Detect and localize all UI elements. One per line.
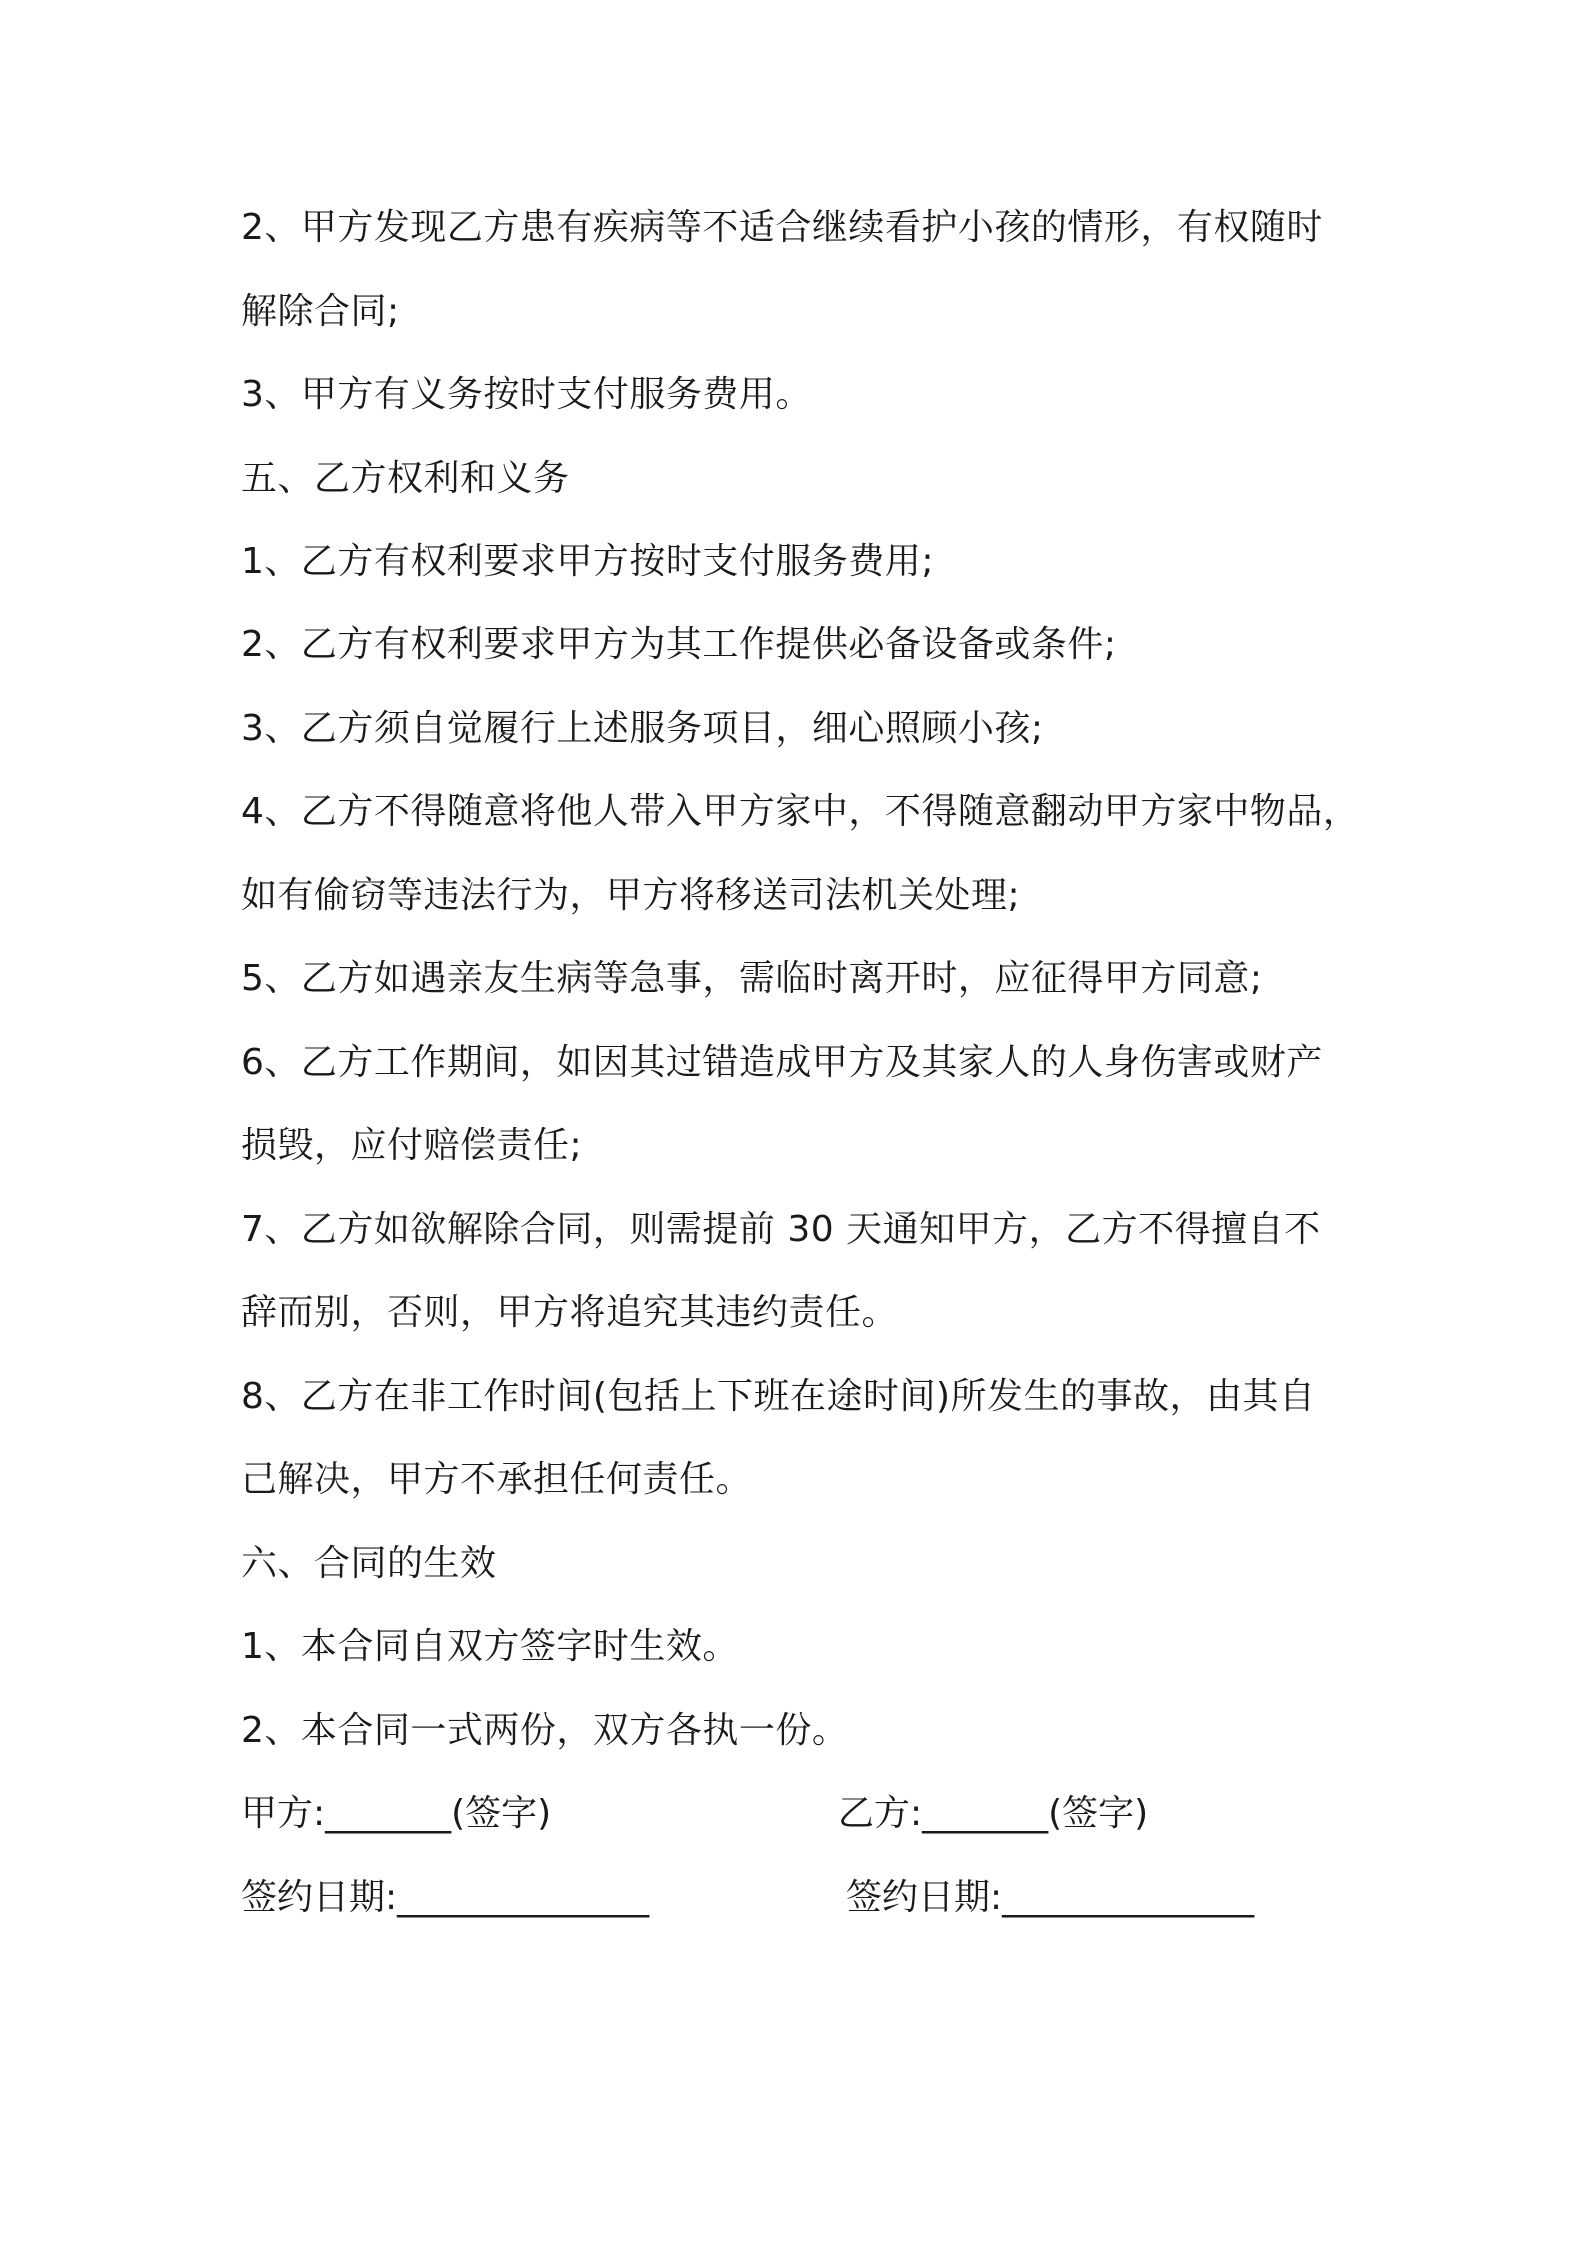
clause-line: 1、本合同自双方签字时生效。 — [241, 1626, 739, 1667]
clause-line: 2、甲方发现乙方患有疾病等不适合继续看护小孩的情形，有权随时 — [241, 207, 1323, 248]
clause-line: 3、甲方有义务按时支付服务费用。 — [241, 374, 812, 415]
clause-line: 解除合同; — [241, 291, 400, 332]
clause-line: 4、乙方不得随意将他人带入甲方家中，不得随意翻动甲方家中物品， — [241, 791, 1360, 832]
clause-line: 辞而别，否则，甲方将追究其违约责任。 — [241, 1292, 899, 1333]
section-heading: 六、合同的生效 — [241, 1543, 497, 1584]
party-b-date: 签约日期:______________ — [846, 1877, 1255, 1918]
clause-line: 8、乙方在非工作时间(包括上下班在途时间)所发生的事故，由其自 — [241, 1376, 1316, 1417]
party-a-date: 签约日期:______________ — [241, 1877, 650, 1918]
clause-line: 6、乙方工作期间，如因其过错造成甲方及其家人的人身伤害或财产 — [241, 1042, 1323, 1083]
clause-line: 2、乙方有权利要求甲方为其工作提供必备设备或条件; — [241, 624, 1117, 665]
clause-line: 5、乙方如遇亲友生病等急事，需临时离开时，应征得甲方同意; — [241, 958, 1263, 999]
clause-line: 如有偷窃等违法行为，甲方将移送司法机关处理; — [241, 875, 1021, 916]
party-b-signature: 乙方:_______(签字) — [838, 1793, 1149, 1834]
party-a-signature: 甲方:_______(签字) — [241, 1793, 552, 1834]
clause-line: 3、乙方须自觉履行上述服务项目，细心照顾小孩; — [241, 708, 1044, 749]
clause-line: 损毁，应付赔偿责任; — [241, 1125, 583, 1166]
clause-line: 己解决，甲方不承担任何责任。 — [241, 1459, 753, 1500]
section-heading: 五、乙方权利和义务 — [241, 458, 570, 499]
clause-line: 2、本合同一式两份，双方各执一份。 — [241, 1710, 849, 1751]
clause-line: 1、乙方有权利要求甲方按时支付服务费用; — [241, 541, 935, 582]
clause-line: 7、乙方如欲解除合同，则需提前 30 天通知甲方，乙方不得擅自不 — [241, 1209, 1321, 1250]
